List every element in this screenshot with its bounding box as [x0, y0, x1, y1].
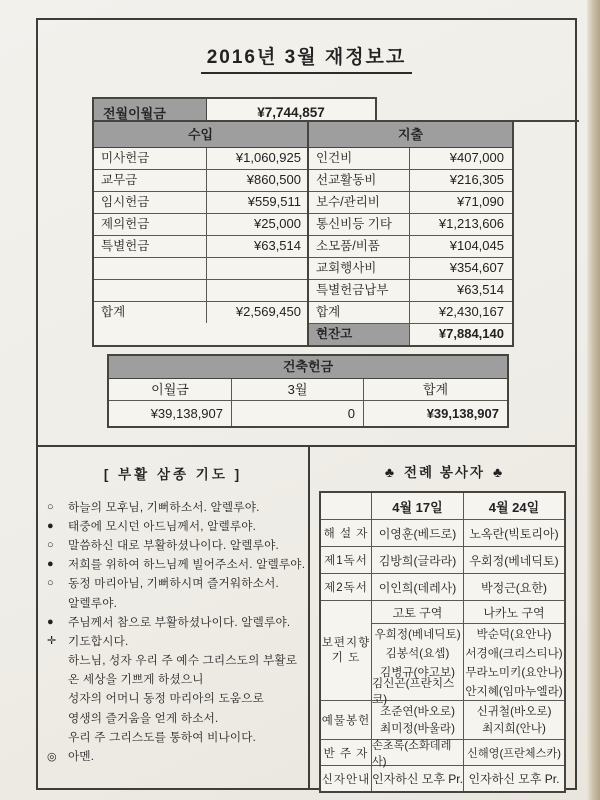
row-label: 인건비 [309, 148, 410, 169]
server-name: 우희정(베네딕토) [372, 624, 464, 643]
server-name: 박순덕(요안나) [476, 627, 552, 641]
server-name: 박정근(요한) [481, 580, 547, 595]
column-header: 이월금 [109, 379, 232, 401]
balance-row [309, 324, 512, 345]
row-label-line: 기 도 [331, 651, 361, 664]
club-icon: ♣ [384, 464, 397, 480]
row-label: 교회행사비 [309, 258, 410, 279]
server-names [464, 701, 564, 739]
server-name: 서경애(크리스티나) [465, 646, 563, 660]
region-name: 나카노 구역 [483, 605, 545, 620]
income-header: 수입 [94, 122, 307, 148]
row-label: 합계 [94, 302, 207, 323]
server-name: 김봉석(요셉) [372, 643, 464, 662]
prayer-text: 아멘. [68, 750, 95, 764]
title-area [38, 42, 575, 74]
server-name: 손초록(소화데레사) [372, 740, 464, 765]
prayer-line [46, 555, 304, 574]
server-name: 이영훈(베드로) [372, 520, 464, 546]
finance-table [92, 120, 514, 347]
row-label [94, 258, 207, 279]
table-row-empty [94, 280, 307, 302]
angelus-prayer-section [38, 447, 308, 792]
prayer-bullet: ○ [47, 577, 54, 590]
row-label: 선교활동비 [309, 170, 410, 191]
usher-row [321, 766, 564, 791]
prayer-bullet: ● [47, 519, 54, 532]
prayer-line [46, 593, 304, 612]
intercessor-row [372, 624, 564, 643]
row-value [207, 280, 307, 301]
prayer-text: 저희를 위하여 하느님께 빌어주소서. 알렐루야. [68, 558, 306, 572]
table-row [94, 170, 307, 192]
prayer-line [46, 708, 304, 727]
table-row [309, 258, 512, 280]
prayer-text: 알렐루야. [68, 596, 118, 610]
row-label: 제1독서 [321, 547, 372, 573]
prayer-text: 성자의 어머니 동정 마리아의 도움으로 [68, 692, 265, 706]
table-row [309, 148, 512, 170]
prayer-line [46, 631, 304, 650]
building-fund-title: 건축헌금 [109, 356, 507, 379]
row-value: ¥104,045 [449, 238, 504, 253]
cell-value: ¥39,138,907 [109, 401, 232, 426]
server-name: 신귀철(바오로) [476, 705, 552, 718]
table-row-empty [94, 258, 307, 280]
prayer-text: 말씀하신 대로 부활하셨나이다. 알렐루야. [68, 538, 279, 552]
corner-cell [321, 493, 372, 519]
building-fund-values [109, 401, 507, 426]
server-name: 인자하신 모후 Pr. [372, 766, 464, 791]
building-fund-columns [109, 379, 507, 401]
offering-row [321, 701, 564, 740]
column-header: 합계 [364, 379, 507, 401]
first-reading-row [321, 547, 564, 574]
prayer-text: 하늘의 모후님, 기뻐하소서. 알렐루야. [68, 500, 260, 514]
prayer-text: 온 세상을 기쁘게 하셨으니 [68, 673, 204, 687]
response-icon: ◎ [47, 750, 57, 763]
servers-header-row [321, 493, 564, 520]
balance-value: ¥7,884,140 [438, 326, 504, 341]
row-label: 합계 [309, 302, 410, 323]
liturgical-servers-section [310, 447, 579, 792]
prayer-text: 주님께서 참으로 부활하셨나이다. 알렐루야. [68, 615, 291, 629]
server-name: 조준연(바오로) [380, 705, 455, 718]
prayer-line [46, 497, 304, 516]
page-border-frame [36, 18, 577, 790]
prayer-bullet: ● [47, 558, 54, 571]
row-label [94, 280, 207, 301]
page-title: 2016년 3월 재정보고 [201, 42, 413, 74]
row-label: 임시헌금 [94, 192, 207, 213]
prayer-title: [ 부활 삼종 기도 ] [103, 467, 243, 482]
server-name: 김방희(글라라) [372, 547, 464, 573]
expense-section [309, 120, 514, 347]
server-name: 신해영(프란체스카) [467, 747, 561, 760]
commentator-row [321, 520, 564, 547]
prayer-line [46, 670, 304, 689]
prayer-text: 우리 주 그리스도를 통하여 비나이다. [68, 730, 257, 744]
server-name: 노옥란(빅토리아) [469, 526, 559, 541]
income-section [92, 120, 309, 347]
row-value: ¥216,305 [449, 172, 504, 187]
prayer-line [46, 651, 304, 670]
expense-total-row [309, 302, 512, 324]
intercession-row [321, 601, 564, 706]
row-label: 특별헌금납부 [309, 280, 410, 301]
table-row [94, 214, 307, 236]
table-row [309, 192, 512, 214]
row-value: ¥860,500 [246, 172, 301, 187]
cell-value: 0 [232, 401, 364, 426]
prayer-line [46, 612, 304, 631]
row-label-line: 보편지향 [321, 636, 371, 649]
row-value [207, 258, 307, 279]
intercessor-row [372, 643, 564, 662]
region-header-row [372, 601, 564, 624]
server-name: 이인희(데레사) [372, 574, 464, 600]
row-value: ¥25,000 [254, 216, 301, 231]
building-fund-table [107, 354, 509, 428]
expense-header: 지출 [309, 122, 512, 148]
column-header: 3월 [232, 379, 364, 401]
row-label: 통신비등 기타 [309, 214, 410, 235]
server-name: 최지희(안나) [482, 722, 546, 735]
server-name: 최미정(바울라) [380, 722, 455, 735]
table-row [309, 236, 512, 258]
club-icon: ♣ [492, 464, 505, 480]
second-reading-row [321, 574, 564, 601]
row-label: 제2독서 [321, 574, 372, 600]
table-row [94, 148, 307, 170]
row-label: 예물봉헌 [321, 701, 372, 739]
table-row [94, 192, 307, 214]
carry-over-label: 전월이월금 [94, 99, 207, 125]
row-label: 제의헌금 [94, 214, 207, 235]
row-label: 보수/관리비 [309, 192, 410, 213]
row-label: 소모품/비품 [309, 236, 410, 257]
prayer-line [46, 574, 304, 593]
server-name: 김신곤(프란치스코) [372, 681, 464, 700]
row-label: 미사헌금 [94, 148, 207, 169]
server-name: 우회정(베네딕토) [469, 553, 559, 568]
server-name: 김병규(야고보) [372, 662, 464, 681]
prayer-line [46, 689, 304, 708]
prayer-bullet: ○ [47, 500, 54, 513]
prayer-bullet: ○ [47, 538, 54, 551]
row-label: 반 주 자 [321, 740, 372, 765]
server-name: 무라노미키(요안나) [465, 665, 563, 679]
carry-over-value: ¥7,744,857 [207, 99, 375, 125]
table-row [309, 214, 512, 236]
prayer-line [46, 746, 304, 765]
photo-page-edge [587, 0, 600, 800]
table-row [309, 170, 512, 192]
server-names [372, 701, 464, 739]
row-value: ¥407,000 [449, 150, 504, 165]
income-total-row [94, 302, 307, 323]
row-value: ¥1,060,925 [235, 150, 301, 165]
date-column-header: 4월 17일 [372, 493, 464, 519]
row-value: ¥63,514 [254, 238, 301, 253]
prayer-text: 기도합시다. [68, 634, 129, 648]
row-label: 해 설 자 [321, 520, 372, 546]
prayer-line [46, 535, 304, 554]
balance-label: 현잔고 [309, 324, 410, 345]
servers-title [310, 461, 579, 481]
row-value: ¥2,430,167 [438, 304, 504, 319]
row-value: ¥559,511 [247, 194, 301, 209]
row-label [321, 601, 372, 700]
row-label: 교무금 [94, 170, 207, 191]
prayer-lines [46, 497, 304, 766]
region-name: 고토 구역 [372, 601, 464, 623]
row-value: ¥354,607 [449, 260, 504, 275]
prayer-text: 동정 마리아님, 기뻐하시며 즐거워하소서. [68, 577, 279, 591]
prayer-bullet: ● [47, 615, 54, 628]
row-value: ¥63,514 [457, 282, 504, 297]
intercession-cells [372, 601, 564, 706]
row-value: ¥71,090 [457, 194, 504, 209]
prayer-text: 태중에 모시던 아드님께서, 알렐루야. [68, 519, 257, 533]
date-column-header: 4월 24일 [488, 499, 540, 515]
intercessor-row [372, 676, 564, 706]
server-name: 안지혜(임마누엘라) [465, 684, 563, 698]
prayer-text: 영생의 즐거움을 얻게 하소서. [68, 711, 219, 725]
server-name: 인자하신 모후 Pr. [468, 772, 560, 786]
row-value: ¥2,569,450 [235, 304, 301, 319]
cross-icon: ✛ [47, 635, 57, 648]
prayer-line [46, 727, 304, 746]
row-label: 특별헌금 [94, 236, 207, 257]
row-value: ¥1,213,606 [438, 216, 504, 231]
accompanist-row [321, 740, 564, 766]
cell-value: ¥39,138,907 [426, 406, 499, 421]
servers-title-text: 전례 봉사자 [404, 465, 485, 480]
prayer-line [46, 516, 304, 535]
row-label: 신자안내 [321, 766, 372, 791]
servers-table [319, 491, 566, 793]
prayer-text: 하느님, 성자 우리 주 예수 그리스도의 부활로 [68, 654, 298, 668]
table-row [309, 280, 512, 302]
table-row [94, 236, 307, 258]
